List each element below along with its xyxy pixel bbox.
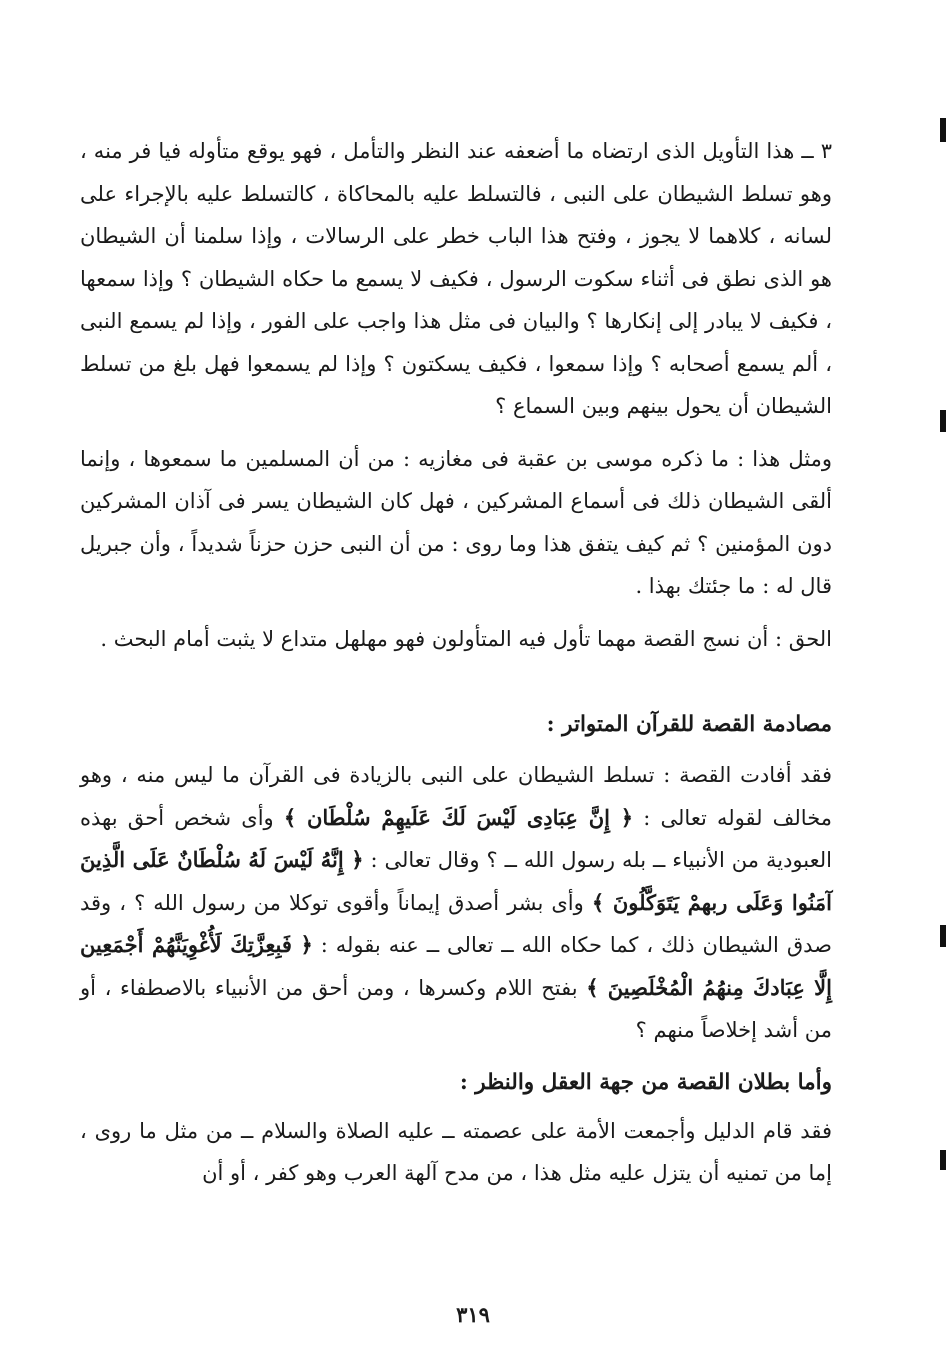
paragraph-truth-conclusion: الحق : أن نسج القصة مهما تأول فيه المتأولون فهو مهلهل متداع لا يثبت أمام البحث . — [100, 626, 832, 651]
body-text: فقد أفادت القصة : تسلط الشيطان على النبى بالزيادة فى القرآن ما ليس منه ، وهو مخالف لقوله تعالى : — [80, 763, 833, 830]
page-body — [80, 130, 832, 1195]
binding-edge-mark — [940, 925, 946, 947]
body-text: بفتح اللام وكسرها ، ومن أحق من الأنبياء بالاصطفاء ، أو من أشد إخلاصاً منهم ؟ — [80, 975, 832, 1042]
binding-edge-mark — [940, 1150, 946, 1170]
paragraph-interpretation-critique: ٣ ــ هذا التأويل الذى ارتضاه ما أضعفه عند النظر والتأمل ، فهو يوقع متأوله فيا فر منه ، وهو تسلط الشيطان على النبى ، فالتسلط عليه بالمحاكاة ، كالتسلط عليه بالإجراء على لسانه ، كلاهما لا يجوز ، وفتح هذا الباب خطر على الرسالات ، وإذا سلمنا أن الشيطان هو الذى نطق فى أثناء سكوت الرسول ، فكيف لا يسمع ما حكاه الشيطان ؟ وإذا سمعها ، فكيف لا يبادر إلى إنكارها ؟ والبيان فى مثل هذا واجب على الفور ، وإذا لم يسمع النبى ، ألم يسمع أصحابه ؟ وإذا سمعوا ، فكيف يسكتون ؟ وإذا لم يسمعوا فهل بلغ من تسلط الشيطان أن يحول بينهم وبين السماع ؟ — [80, 139, 832, 418]
paragraph-quran-contradiction — [80, 754, 832, 1052]
body-text: وأى بشر أصدق إيماناً وأقوى توكلا من رسول الله ؟ ، وقد صدق الشيطان ذلك ، كما حكاه الله ــ تعالى ــ عنه بقوله : — [80, 890, 832, 957]
binding-edge-mark — [940, 410, 946, 432]
quran-verse: ﴿ إِنَّهُ لَيْسَ لَهُ سُلْطَانٌ عَلَى الَّذِينَ آمَنُوا وَعَلَى ربهمْ يَتَوَكَّلُونَ ﴾ — [80, 847, 833, 915]
quran-verse: ﴿ إِنَّ عِبَادِى لَيْسَ لَكَ عَلَيهِمْ سُلْطَان ﴾ — [283, 804, 634, 830]
paragraph-musa-ibn-uqba: ومثل هذا : ما ذكره موسى بن عقبة فى مغازيه : من أن المسلمين ما سمعوها ، وإنما ألقى الشيطان ذلك فى أسماع المشركين ، فهل كان الشيطان يسر فى آذان المشركين دون المؤمنين ؟ ثم كيف يتفق هذا وما روى : من أن النبى حزن حزناً شديداً ، وأن جبريل قال له : ما جئتك بهذا . — [80, 446, 832, 598]
paragraph-reason-invalidity: فقد قام الدليل وأجمعت الأمة على عصمته ــ عليه الصلاة والسلام ــ من مثل ما روى ، إما من تمنيه أن يتزل عليه مثل هذا ، من مدح آلهة العرب وهو كفر ، أو أن — [80, 1118, 832, 1185]
binding-edge-mark — [940, 118, 946, 142]
body-text: وأى شخص أحق بهذه العبودية من الأنبياء ــ بله رسول الله ــ ؟ وقال تعالى : — [80, 805, 832, 872]
section-heading-quran-contradiction: مصادمة القصة للقرآن المتواتر : — [546, 712, 832, 737]
page-number: ٣١٩ — [456, 1302, 490, 1327]
section-heading-reason-invalidity: وأما بطلان القصة من جهة العقل والنظر : — [459, 1069, 832, 1095]
quran-verse: ﴿ فَبِعِزَّتِكَ لَأُغْوِيَنَّهُمْ أَجْمَعِين إِلَّا عِبَادكَ مِنهُمُ الْمُخْلَصِينَ ﴾ — [80, 932, 832, 1000]
